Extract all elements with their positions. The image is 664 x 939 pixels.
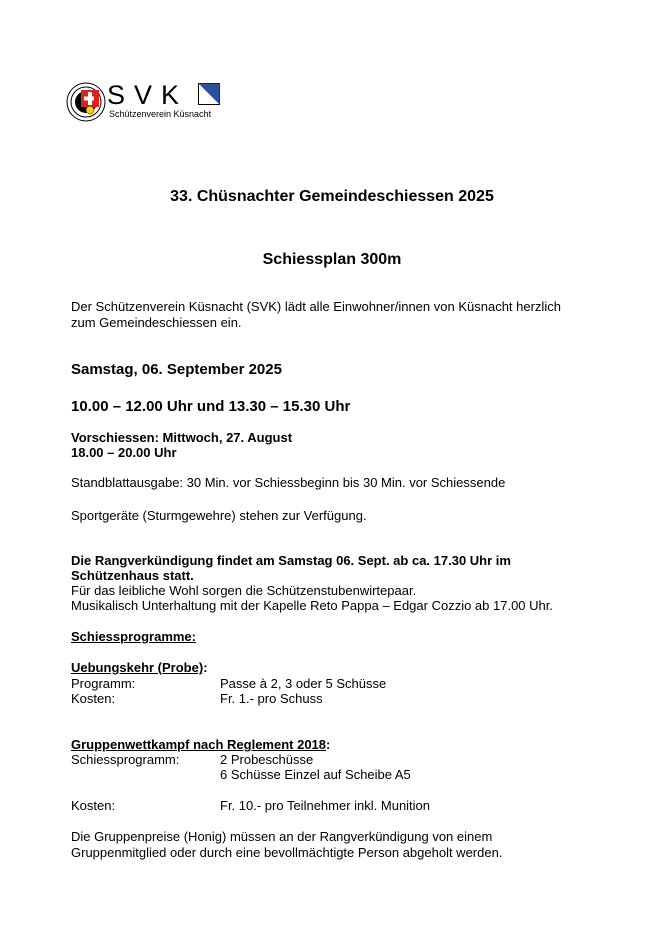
group-cost-label: Kosten: [71, 798, 116, 813]
catering-info: Für das leibliche Wohl sorgen die Schützenstubenwirtepaar. [71, 583, 417, 598]
svk-logo [66, 80, 236, 142]
intro-line-1: Der Schützenverein Küsnacht (SVK) lädt alle Einwohner/innen von Küsnacht herzlich [71, 299, 561, 314]
zurich-flag-icon [198, 83, 220, 105]
group-competition-heading-text: Gruppenwettkampf nach Reglement 2018 [71, 737, 327, 752]
event-date: Samstag, 06. September 2025 [71, 361, 282, 378]
practice-cost-value: Fr. 1.- pro Schuss [220, 691, 323, 706]
closing-line-2: Gruppenmitglied oder durch eine bevollmächtigte Person abgeholt werden. [71, 845, 503, 860]
ranking-announcement-1: Die Rangverkündigung findet am Samstag 06. Sept. ab ca. 17.30 Uhr im [71, 553, 511, 568]
practice-heading [71, 661, 208, 676]
group-cost-value: Fr. 10.- pro Teilnehmer inkl. Munition [220, 798, 431, 813]
document-title: 33. Chüsnachter Gemeindeschiessen 2025 [170, 188, 494, 205]
practice-heading-colon: : [203, 660, 208, 675]
closing-line-1: Die Gruppenpreise (Honig) müssen an der Rangverkündigung von einem [71, 829, 493, 844]
group-program-value-1: 2 Probeschüsse [220, 752, 314, 767]
group-competition-heading [71, 738, 330, 753]
programmes-heading: Schiessprogramme: [71, 629, 196, 644]
sportgeraete-info: Sportgeräte (Sturmgewehre) stehen zur Verfügung. [71, 508, 367, 523]
group-program-label: Schiessprogramm: [71, 752, 180, 767]
document-subtitle: Schiessplan 300m [262, 251, 402, 268]
preshoot-time: 18.00 – 20.00 Uhr [71, 445, 177, 460]
group-program-value-2: 6 Schüsse Einzel auf Scheibe A5 [220, 767, 411, 782]
intro-line-2: zum Gemeindeschiessen ein. [71, 315, 242, 330]
event-times: 10.00 – 12.00 Uhr und 13.30 – 15.30 Uhr [71, 398, 351, 415]
practice-cost-label: Kosten: [71, 691, 116, 706]
logo-letters: SVK [107, 80, 189, 110]
practice-heading-text: Uebungskehr (Probe) [71, 660, 204, 675]
music-info: Musikalisch Unterhaltung mit der Kapelle Reto Pappa – Edgar Cozzio ab 17.00 Uhr. [71, 598, 553, 613]
ranking-announcement-2: Schützenhaus statt. [71, 568, 194, 583]
preshoot-date: Vorschiessen: Mittwoch, 27. August [71, 430, 293, 445]
practice-program-value: Passe à 2, 3 oder 5 Schüsse [220, 676, 387, 691]
standblatt-info: Standblattausgabe: 30 Min. vor Schiessbeginn bis 30 Min. vor Schiessende [71, 475, 506, 490]
group-competition-heading-colon: : [326, 737, 331, 752]
logo-subtitle: Schützenverein Küsnacht [109, 109, 212, 119]
practice-program-label: Programm: [71, 676, 136, 691]
target-icon [66, 82, 106, 122]
